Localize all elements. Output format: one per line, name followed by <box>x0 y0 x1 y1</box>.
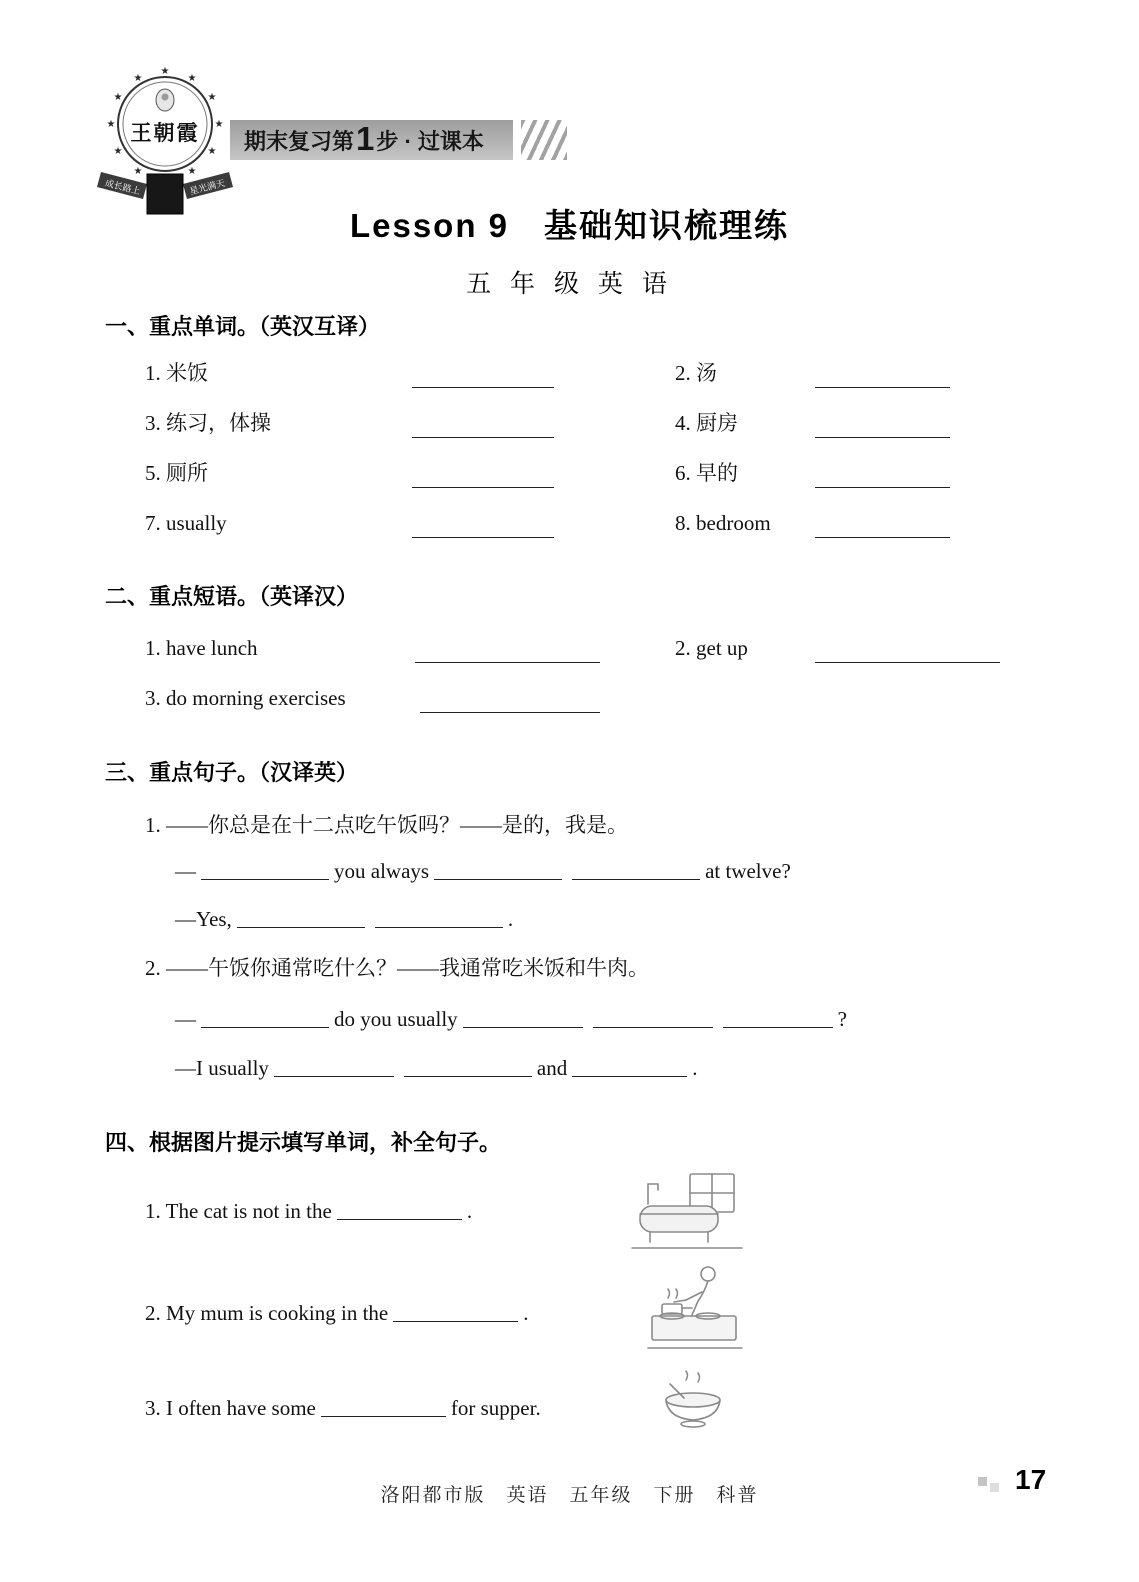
banner-step-number: 1 <box>356 120 375 157</box>
svg-text:★: ★ <box>106 119 116 130</box>
svg-text:★: ★ <box>113 146 123 157</box>
fill-blank <box>572 862 700 880</box>
sentence-segment: do you usually <box>334 1007 458 1031</box>
sentence-segment: . <box>466 1199 473 1223</box>
answer-blank <box>412 466 554 488</box>
answer-line <box>175 1004 847 1034</box>
svg-text:★: ★ <box>214 119 224 130</box>
brand-logo <box>85 62 245 212</box>
answer-blank <box>815 466 950 488</box>
sentence-segment: — <box>175 859 196 883</box>
answer-blank <box>815 416 950 438</box>
ribbon-right-text: 星光满天 <box>188 177 226 197</box>
svg-text:★: ★ <box>133 166 143 177</box>
sentence-segment: —I usually <box>175 1056 269 1080</box>
answer-blank <box>415 641 600 663</box>
answer-blank <box>815 516 950 538</box>
bathroom-image <box>628 1168 746 1258</box>
fill-blank <box>321 1399 446 1417</box>
banner-text-prefix: 期末复习第 <box>244 128 355 154</box>
banner-text-suffix: 步 · 过课本 <box>376 128 484 154</box>
header-banner <box>230 120 513 160</box>
page-number-value: 17 <box>1015 1464 1047 1495</box>
sentence-segment: you always <box>334 859 430 883</box>
answer-blank <box>420 691 600 713</box>
sentence-segment: —Yes, <box>175 907 232 931</box>
fill-blank <box>434 862 562 880</box>
svg-text:★: ★ <box>133 73 143 84</box>
sentence-segment: 2. My mum is cooking in the <box>145 1301 389 1325</box>
picture-sentence <box>145 1298 529 1328</box>
page-subtitle: 五 年 级 英 语 <box>466 270 673 298</box>
word-item: 5. 厕所 <box>145 461 208 485</box>
section4-heading: 四、根据图片提示填写单词，补全句子。 <box>105 1130 502 1155</box>
soup-image <box>656 1368 730 1441</box>
word-item: 7. usually <box>145 511 227 535</box>
section1-heading: 一、重点单词。（英汉互译） <box>105 314 381 339</box>
answer-blank <box>412 416 554 438</box>
svg-text:★: ★ <box>113 92 123 103</box>
word-item: 6. 早的 <box>675 461 738 485</box>
fill-blank <box>393 1304 518 1322</box>
sentence-segment: ? <box>837 1007 847 1031</box>
brand-logo-badge <box>85 62 245 217</box>
banner-stripes-decoration <box>521 120 567 160</box>
sentence-segment: . <box>507 907 514 931</box>
fill-blank <box>337 1202 462 1220</box>
phrase-item: 3. do morning exercises <box>145 686 346 710</box>
word-item: 1. 米饭 <box>145 361 208 385</box>
page-title: Lesson 9 基础知识梳理练 <box>349 207 790 244</box>
question-prompt: 2. ——午饭你通常吃什么？——我通常吃米饭和牛肉。 <box>145 956 649 980</box>
sentence-segment: 3. I often have some <box>145 1396 316 1420</box>
fill-blank <box>404 1059 532 1077</box>
fill-blank <box>593 1010 713 1028</box>
picture-sentence <box>145 1393 541 1423</box>
fill-blank <box>201 862 329 880</box>
sentence-segment: and <box>536 1056 568 1080</box>
brand-name: 王朝霞 <box>130 122 200 145</box>
kitchen-image <box>646 1258 744 1358</box>
answer-line <box>175 856 791 886</box>
sentence-segment: 1. The cat is not in the <box>145 1199 332 1223</box>
phrase-item: 1. have lunch <box>145 636 258 660</box>
sentence-segment: — <box>175 1007 196 1031</box>
answer-blank <box>815 366 950 388</box>
fill-blank <box>274 1059 394 1077</box>
answer-blank <box>815 641 1000 663</box>
footer-imprint: 洛阳都市版 英语 五年级 下册 科普 <box>380 1485 759 1506</box>
word-item: 2. 汤 <box>675 361 717 385</box>
sentence-segment: . <box>523 1301 529 1325</box>
phrase-item: 2. get up <box>675 636 748 660</box>
fill-blank <box>723 1010 833 1028</box>
fill-blank <box>201 1010 329 1028</box>
word-item: 4. 厨房 <box>675 411 738 435</box>
fill-blank <box>237 910 365 928</box>
svg-text:★: ★ <box>187 166 197 177</box>
ribbon-left-text: 成长路上 <box>104 177 142 197</box>
answer-blank <box>412 366 554 388</box>
svg-text:★: ★ <box>160 66 170 77</box>
fill-blank <box>463 1010 583 1028</box>
svg-text:★: ★ <box>207 146 217 157</box>
section2-heading: 二、重点短语。（英译汉） <box>105 584 359 609</box>
fill-blank <box>572 1059 687 1077</box>
svg-text:★: ★ <box>187 73 197 84</box>
word-item: 3. 练习，体操 <box>145 411 271 435</box>
question-prompt: 1. ——你总是在十二点吃午饭吗？——是的，我是。 <box>145 813 628 837</box>
page-number <box>978 1464 1046 1496</box>
answer-line <box>175 1053 697 1083</box>
fill-blank <box>375 910 503 928</box>
answer-line <box>175 904 513 934</box>
answer-blank <box>412 516 554 538</box>
sentence-segment: at twelve? <box>705 859 791 883</box>
sentence-segment: . <box>692 1056 698 1080</box>
picture-sentence <box>145 1196 472 1226</box>
word-item: 8. bedroom <box>675 511 771 535</box>
sentence-segment: for supper. <box>450 1396 541 1420</box>
page-number-decoration <box>978 1465 1008 1495</box>
svg-text:★: ★ <box>207 92 217 103</box>
portrait-head <box>162 94 169 101</box>
section3-heading: 三、重点句子。（汉译英） <box>105 760 359 785</box>
